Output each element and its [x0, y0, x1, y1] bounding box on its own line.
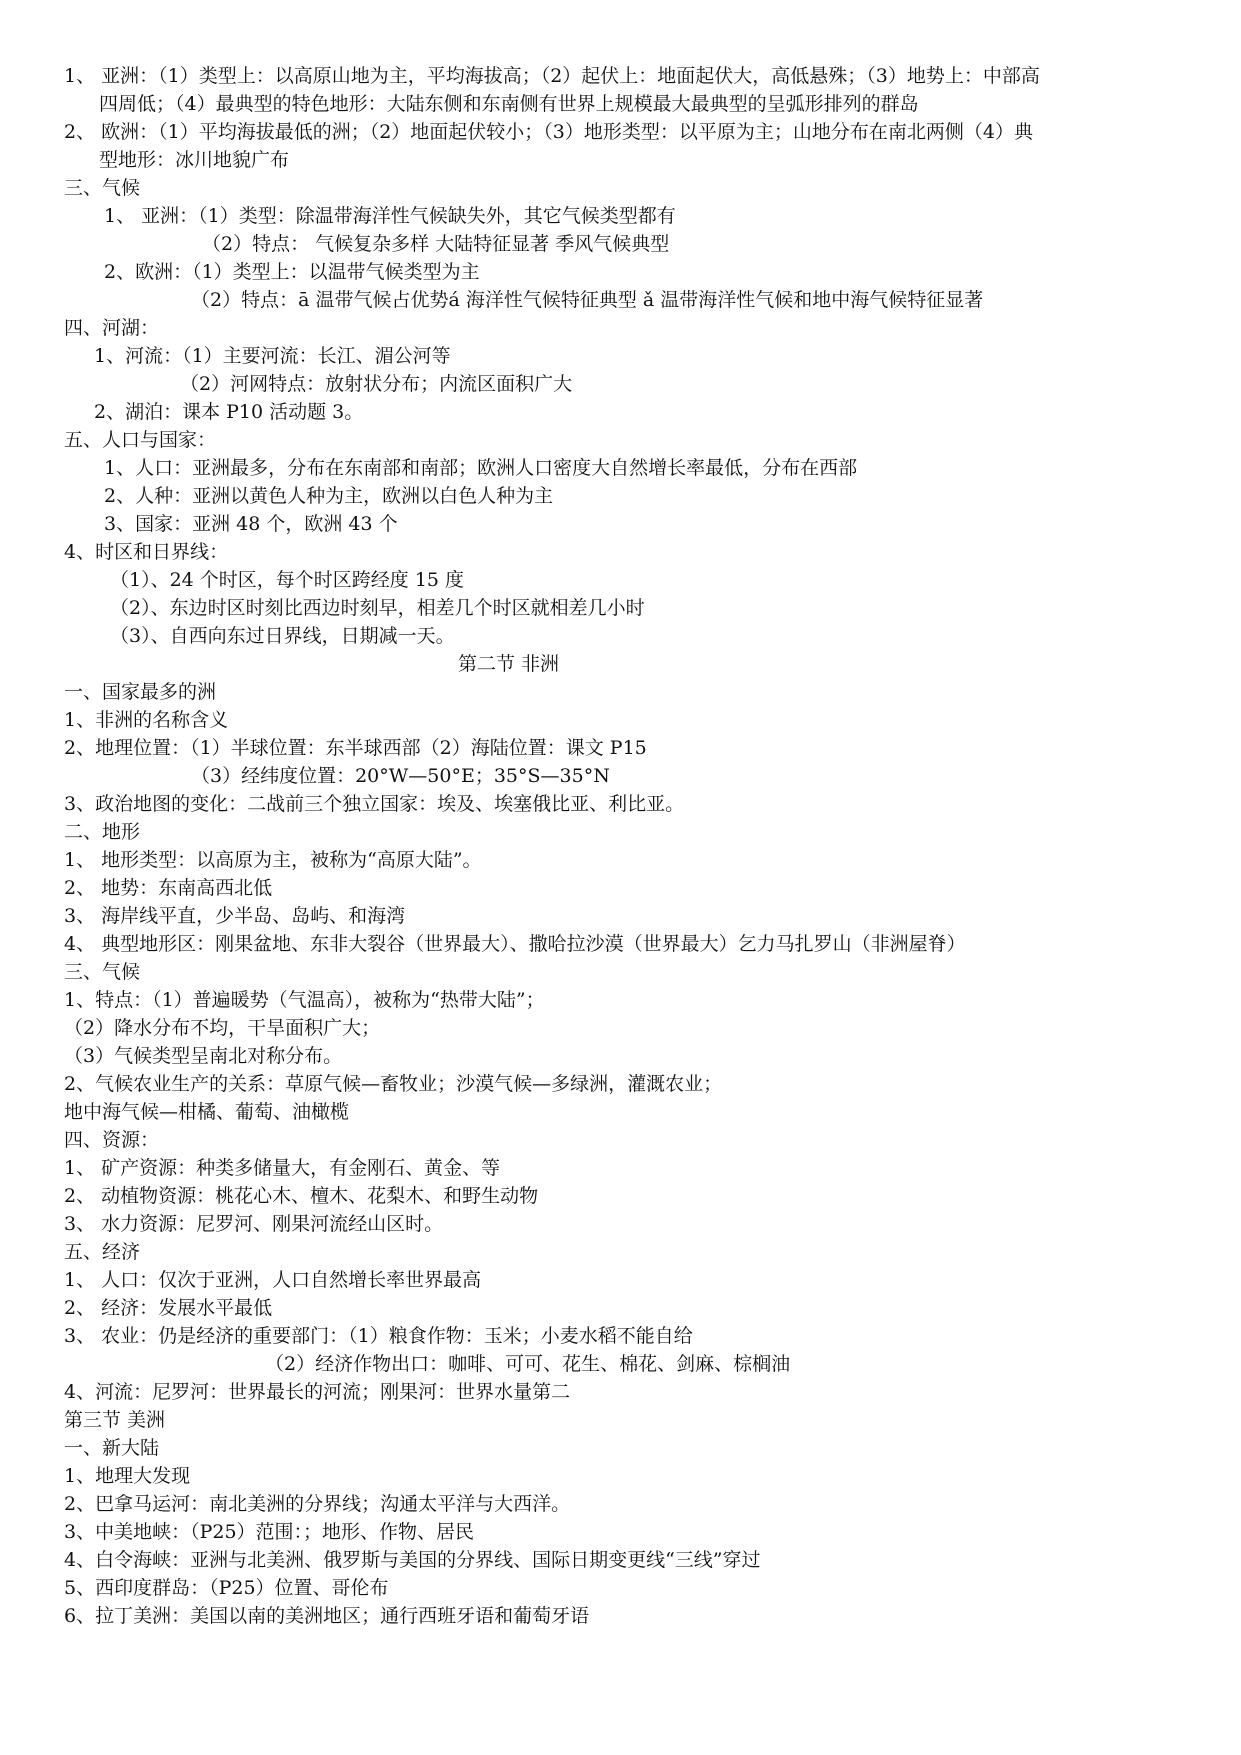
text-line: 2、 动植物资源：桃花心木、檀木、花梨木、和野生动物	[64, 1185, 539, 1207]
text-line: 1、非洲的名称含义	[64, 709, 229, 731]
text-line: 1、 人口：仅次于亚洲，人口自然增长率世界最高	[64, 1269, 482, 1291]
text-line: （2）经济作物出口：咖啡、可可、花生、棉花、剑麻、棕榈油	[265, 1353, 791, 1375]
text-line: 2、气候农业生产的关系：草原气候—畜牧业；沙漠气候—多绿洲，灌溉农业；	[64, 1073, 723, 1095]
text-line: （2）、东边时区时刻比西边时刻早，相差几个时区就相差几小时	[110, 597, 645, 619]
text-line: （1）、24 个时区，每个时区跨经度 15 度	[110, 569, 465, 591]
section-heading: 一、新大陆	[64, 1437, 160, 1459]
chapter-title: 第二节 非洲	[458, 653, 560, 675]
section-heading: 五、经济	[64, 1241, 141, 1263]
text-line: 2、 地势：东南高西北低	[64, 877, 273, 899]
text-line: 2、湖泊：课本 P10 活动题 3。	[94, 401, 364, 423]
text-line: 1、 矿产资源：种类多储量大，有金刚石、黄金、等	[64, 1157, 501, 1179]
text-line: 3、中美地峡：（P25）范围：；地形、作物、居民	[64, 1521, 475, 1543]
text-line: 2、 欧洲：（1）平均海拔最低的洲；（2）地面起伏较小；（3）地形类型：以平原为主；山地分布在南北两侧（4）典	[64, 121, 1033, 143]
section-heading: 一、国家最多的洲	[64, 681, 217, 703]
text-line: 3、 水力资源：尼罗河、刚果河流经山区时。	[64, 1213, 444, 1235]
text-line: 2、 经济：发展水平最低	[64, 1297, 273, 1319]
text-line: 型地形：冰川地貌广布	[99, 149, 290, 171]
section-heading: 4、时区和日界线：	[64, 541, 229, 563]
text-line: （2）河网特点：放射状分布；内流区面积广大	[180, 373, 573, 395]
text-line: 1、 亚洲：（1）类型：除温带海洋性气候缺失外，其它气候类型都有	[104, 205, 676, 227]
text-line: 3、 海岸线平直，少半岛、岛屿、和海湾	[64, 905, 406, 927]
chapter-title: 第三节 美洲	[64, 1409, 166, 1431]
text-line: （3）、自西向东过日界线，日期减一天。	[110, 625, 455, 647]
text-line: 四周低；（4）最典型的特色地形：大陆东侧和东南侧有世界上规模最大最典型的呈弧形排列的群岛	[99, 93, 919, 115]
text-line: 1、 亚洲：（1）类型上：以高原山地为主，平均海拔高；（2）起伏上：地面起伏大，高低悬殊；（3）地势上：中部高	[64, 65, 1040, 87]
text-line: （2）降水分布不均，干旱面积广大；	[64, 1017, 381, 1039]
section-heading: 五、人口与国家：	[64, 429, 217, 451]
text-line: 6、拉丁美洲：美国以南的美洲地区；通行西班牙语和葡萄牙语	[64, 1605, 590, 1627]
text-line: 4、白令海峡：亚洲与北美洲、俄罗斯与美国的分界线、国际日期变更线“三线”穿过	[64, 1549, 761, 1571]
text-line: （2）特点： 气候复杂多样 大陆特征显著 季风气候典型	[202, 233, 670, 255]
section-heading: 四、资源：	[64, 1129, 160, 1151]
text-line: （3）经纬度位置：20°W—50°E；35°S—35°N	[191, 765, 610, 787]
text-line: 2、巴拿马运河：南北美洲的分界线；沟通太平洋与大西洋。	[64, 1493, 571, 1515]
section-heading: 四、河湖：	[64, 317, 160, 339]
text-line: 3、 农业：仍是经济的重要部门：（1）粮食作物：玉米；小麦水稻不能自给	[64, 1325, 693, 1347]
section-heading: 二、地形	[64, 821, 141, 843]
text-line: 地中海气候—柑橘、葡萄、油橄榄	[64, 1101, 350, 1123]
text-line: （2）特点：ā 温带气候占优势á 海洋性气候特征典型 ǎ 温带海洋性气候和地中海气候特征显著	[191, 289, 984, 311]
text-line: 4、河流：尼罗河：世界最长的河流；刚果河：世界水量第二	[64, 1381, 571, 1403]
text-line: 1、河流：（1）主要河流：长江、湄公河等	[94, 345, 451, 367]
text-line: 4、 典型地形区：刚果盆地、东非大裂谷（世界最大）、撒哈拉沙漠（世界最大）乞力马扎罗山（非洲屋脊）	[64, 933, 966, 955]
text-line: 5、西印度群岛：（P25）位置、哥伦布	[64, 1577, 389, 1599]
text-line: （3）气候类型呈南北对称分布。	[64, 1045, 343, 1067]
section-heading: 三、气候	[64, 961, 141, 983]
text-line: 2、欧洲：（1）类型上：以温带气候类型为主	[104, 261, 480, 283]
text-line: 1、人口：亚洲最多，分布在东南部和南部；欧洲人口密度大自然增长率最低，分布在西部	[104, 457, 858, 479]
text-line: 3、政治地图的变化：二战前三个独立国家：埃及、埃塞俄比亚、利比亚。	[64, 793, 685, 815]
section-heading: 三、气候	[64, 177, 141, 199]
text-line: 1、地理大发现	[64, 1465, 191, 1487]
text-line: 2、人种：亚洲以黄色人种为主，欧洲以白色人种为主	[104, 485, 554, 507]
text-line: 2、地理位置：（1）半球位置：东半球西部（2）海陆位置：课文 P15	[64, 737, 647, 759]
text-line: 1、特点：（1）普遍暖势（气温高），被称为“热带大陆”；	[64, 989, 545, 1011]
text-line: 1、 地形类型：以高原为主，被称为“高原大陆”。	[64, 849, 482, 871]
text-line: 3、国家：亚洲 48 个，欧洲 43 个	[104, 513, 398, 535]
